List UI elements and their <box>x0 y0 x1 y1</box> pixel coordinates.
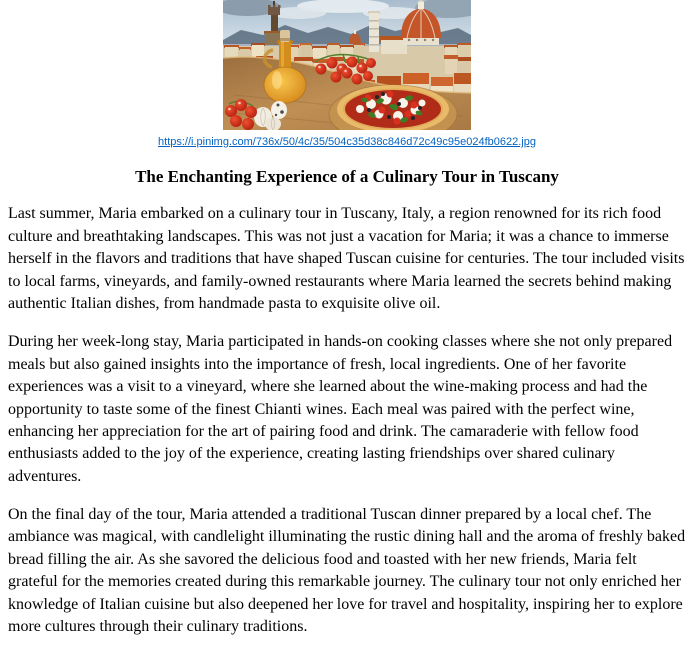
image-source-link[interactable]: https://i.pinimg.com/736x/50/4c/35/504c35d38c846d72c49c95e024fb0622.jpg <box>158 136 536 148</box>
figure <box>8 0 686 150</box>
tuscany-culinary-photo <box>223 0 471 130</box>
page-title: The Enchanting Experience of a Culinary Tour in Tuscany <box>135 167 559 186</box>
image-source-caption <box>8 133 686 150</box>
paragraph-finale: On the final day of the tour, Maria attended a traditional Tuscan dinner prepared by a local chef. The ambiance was magical, with candlelight illuminating the rustic dining hall and the aroma of freshly baked bread filling the air. As she savored the delicious food and toasted with her new friends, Maria felt grateful for the memories created during this remarkable journey. The culinary tour not only enriched her knowledge of Italian cuisine but also deepened her love for travel and hospitality, inspiring her to explore more cultures through their culinary traditions. <box>8 506 686 636</box>
giotto-campanile <box>368 11 380 52</box>
paragraph-experiences: During her week-long stay, Maria participated in hands-on cooking classes where she not only prepared meals but also gained insights into the importance of fresh, local ingredients. One of her favorite experiences was a visit to a vineyard, where she learned about the wine-making process and had the opportunity to taste some of the finest Chianti wines. Each meal was paired with the perfect wine, enhancing her appreciation for the art of pairing food and drink. The camaraderie with fellow food enthusiasts added to the joy of the experience, creating lasting friendships over shared culinary adventures. <box>8 333 673 485</box>
paragraph-intro: Last summer, Maria embarked on a culinary tour in Tuscany, Italy, a region renowned for its rich food culture and breathtaking landscapes. This was not just a vacation for Maria; it was a chance to immerse herself in the flavors and traditions that have shaped Tuscan cuisine for centuries. The tour included visits to local farms, vineyards, and family-owned restaurants where Maria learned the secrets behind making authentic Italian dishes, from handmade pasta to exquisite olive oil. <box>8 205 685 312</box>
